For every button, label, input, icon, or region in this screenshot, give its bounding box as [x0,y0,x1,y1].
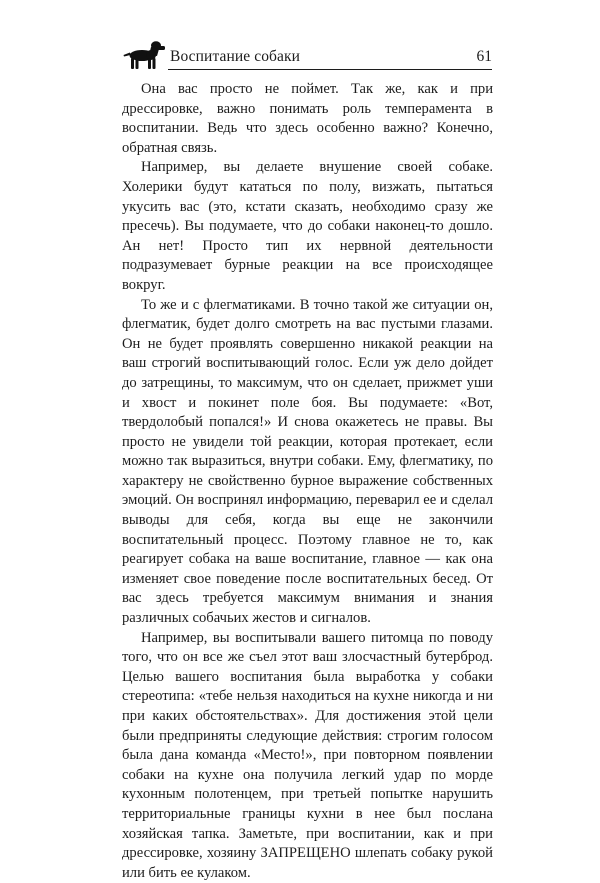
header-rule [168,69,492,70]
paragraph-2: Например, вы делаете внушение своей собаке. Холерики будут кататься по полу, визжать, пытаться укусить вас (это, кстати сказать, необходимо сразу же пресечь). Вы подумаете, что до собаки наконец-то дошло. Ан нет! Просто тип их нервной деятельности подразумевает бурные реакции на все происходящее вокруг. [122,159,493,293]
running-title: Воспитание собаки [170,48,301,65]
paragraph-4: Например, вы воспитывали вашего питомца по поводу того, что он все же съел этот ваш злосчастный бутерброд. Целью вашего воспитания была выработка у собаки стереотипа: «тебе нельзя находиться на кухне никогда и ни при каких обстоятельствах». Для достижения этой цели были предприняты следующие действия: строгим голосом была дана команда «Место!», при повторном появлении собаки на кухне она получила легкий удар по морде кухонным полотенцем, при третьей попытке нарушить территориальные границы кухни в нее был послана хозяйская тапка. Заметьте, при воспитании, как и при дрессировке, хозяину ЗАПРЕЩЕНО шлепать собаку рукой или бить ее кулаком. [122,629,493,881]
page-number: 61 [476,48,492,65]
body-text [122,80,493,883]
paragraph-1: Она вас просто не поймет. Так же, как и при дрессировке, важно понимать роль темперамента в воспитании. Ведь что здесь особенно важно? Конечно, обратная связь. [122,81,493,156]
page-header [122,40,492,72]
dog-silhouette-icon [122,40,166,70]
paragraph-3: То же и с флегматиками. В точно такой же ситуации он, флегматик, будет долго смотреть на вас пустыми глазами. Он не будет проявлять совершенно никакой реакции на ваш строгий воспитывающий голос. Если уж дело дойдет до затрещины, то максимум, что он сделает, прижмет уши и хвост и покинет поле боя. Вы подумаете: «Вот, твердолобый попался!» И снова окажетесь не правы. Вы просто не увидели той реакции, которая протекает, если можно так выразиться, внутри собаки. Ему, флегматику, по характеру не свойственно бурное выражение собственных эмоций. Он воспринял информацию, переварил ее и сделал выводы для себя, когда вы еще не закончили воспитательный процесс. Поэтому главное не то, как реагирует собака на ваше воспитание, главное — как она изменяет свое поведение после воспитательных бесед. От вас здесь требуется максимум внимания и знания различных собачьих жестов и сигналов. [122,296,493,627]
